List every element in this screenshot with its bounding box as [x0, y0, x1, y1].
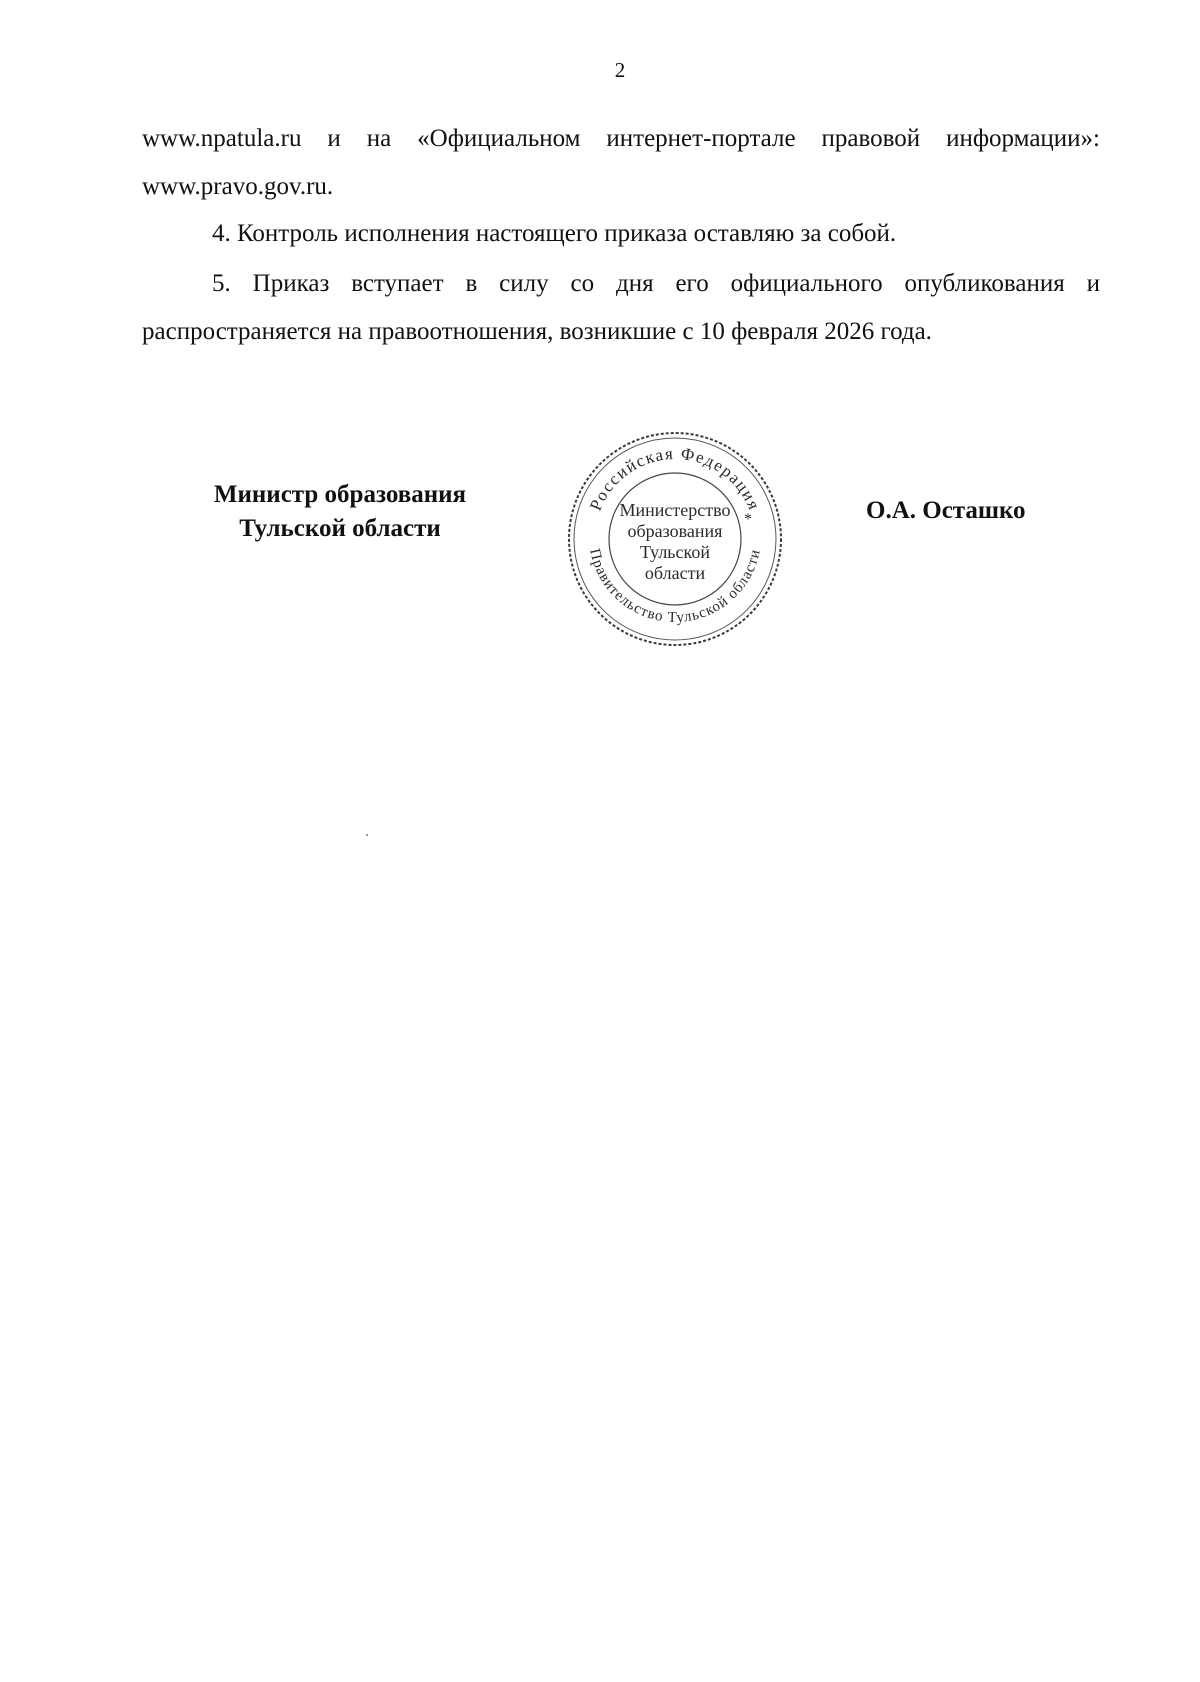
paragraph-4: 4. Контроль исполнения настоящего приказа оставляю за собой. [212, 220, 897, 247]
page-number: 2 [614, 58, 626, 82]
paragraph-3-line-2: www.pravo.gov.ru. [142, 173, 334, 200]
paragraph-5-line-1: 5. Приказ вступает в силу со дня его официального опубликования и [212, 270, 1100, 297]
seal-inner-line-4: области [644, 563, 706, 583]
seal-graphic [562, 426, 788, 652]
signer-title-line-1: Министр образования [213, 481, 467, 508]
speck-mark [366, 834, 368, 836]
signer-title-line-2: Тульской области [239, 515, 441, 542]
seal-inner-line-3: Тульской [640, 542, 710, 562]
seal-star-right-icon: * [744, 511, 752, 528]
official-seal [562, 426, 788, 652]
paragraph-5-line-2: распространяется на правоотношения, возникшие с 10 февраля 2026 года. [142, 318, 932, 345]
signer-title [170, 478, 510, 546]
seal-outer-bottom-text: Правительство Тульской области [586, 547, 764, 627]
seal-inner-line-2: образования [627, 521, 723, 541]
signer-name: О.А. Осташко [866, 497, 1026, 524]
paragraph-3-line-1: www.npatula.ru и на «Официальном интернет-портале правовой информации»: [142, 125, 1100, 152]
seal-outer-top-text: Российская Федерация [585, 443, 765, 514]
seal-inner-line-1: Министерство [619, 500, 731, 520]
